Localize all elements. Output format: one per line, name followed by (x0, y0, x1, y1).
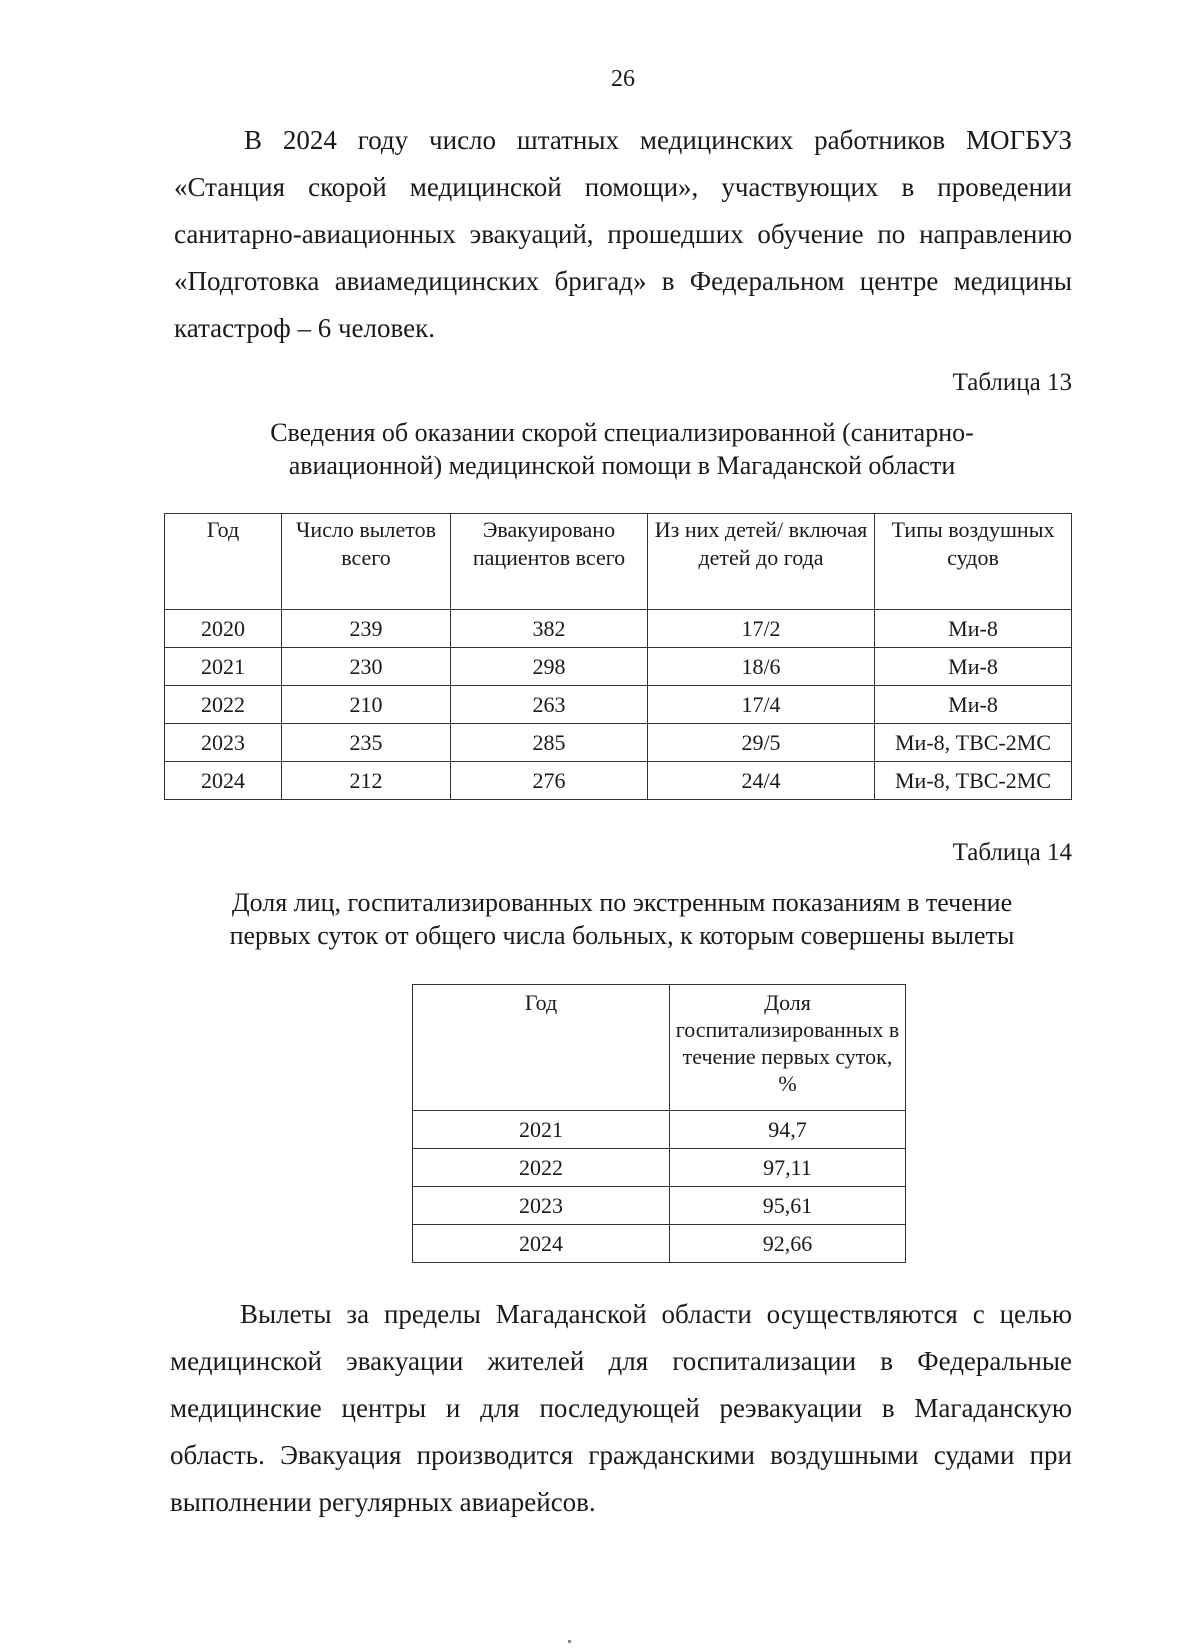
table-14-title (160, 886, 1084, 952)
table-cell: 29/5 (648, 724, 875, 762)
table-cell: 24/4 (648, 762, 875, 800)
table-14-header-row (413, 985, 906, 1111)
table-cell: 95,61 (670, 1187, 906, 1225)
table-14-header-share: Доля госпитализированных в течение первых суток, % (670, 985, 906, 1111)
table-14-hospitalization-share (412, 984, 906, 1263)
table-cell: Ми-8, ТВС-2МС (875, 724, 1072, 762)
table-cell: 2023 (413, 1187, 670, 1225)
table-14-title-line-2: первых суток от общего числа больных, к которым совершены вылеты (229, 921, 1015, 950)
table-cell: 2023 (165, 724, 282, 762)
table-cell: 210 (282, 686, 451, 724)
table-14-title-line-1: Доля лиц, госпитализированных по экстренным показаниям в течение (231, 888, 1013, 917)
table-cell: 2024 (165, 762, 282, 800)
table-cell: 97,11 (670, 1149, 906, 1187)
table-row (165, 762, 1072, 800)
table-cell: Ми-8, ТВС-2МС (875, 762, 1072, 800)
table-cell: 298 (451, 648, 648, 686)
table-13-title-line-2: авиационной) медицинской помощи в Магаданской области (288, 451, 956, 480)
table-cell: 235 (282, 724, 451, 762)
table-cell: 92,66 (670, 1225, 906, 1263)
table-13-header-flights: Число вылетов всего (282, 514, 451, 610)
table-13-header-row (165, 514, 1072, 610)
table-14-label: Таблица 14 (952, 839, 1072, 866)
table-cell: 2024 (413, 1225, 670, 1263)
paragraph-out-of-region-flights: Вылеты за пределы Магаданской области осуществляются с целью медицинской эвакуации жителей для госпитализации в Федеральные медицинские центры и для последующей реэвакуации в Магаданскую область. Эвакуация производится гражданскими воздушными судами при выполнении регулярных авиарейсов. (170, 1299, 1072, 1517)
table-cell: 239 (282, 610, 451, 648)
table-cell: Ми-8 (875, 648, 1072, 686)
table-cell: 94,7 (670, 1111, 906, 1149)
table-cell: 276 (451, 762, 648, 800)
table-13-header-aircraft: Типы воздушных судов (875, 514, 1072, 610)
table-13-air-ambulance (164, 513, 1072, 800)
table-row (165, 610, 1072, 648)
table-13-header-children: Из них детей/ включая детей до года (648, 514, 875, 610)
table-cell: 2020 (165, 610, 282, 648)
paragraph-staff-training: В 2024 году число штатных медицинских работников МОГБУЗ «Станция скорой медицинской помощи», участвующих в проведении санитарно-авиационных эвакуаций, прошедших обучение по направлению «Подготовка авиамедицинских бригад» в Федеральном центре медицины катастроф – 6 человек. (174, 125, 1072, 343)
table-row (165, 686, 1072, 724)
table-cell: 212 (282, 762, 451, 800)
page-number: 26 (611, 66, 635, 92)
table-cell: 17/2 (648, 610, 875, 648)
table-13-header-year: Год (165, 514, 282, 610)
table-cell: 17/4 (648, 686, 875, 724)
table-cell: Ми-8 (875, 610, 1072, 648)
table-13-title (170, 416, 1074, 482)
table-row (413, 1225, 906, 1263)
table-cell: 2022 (413, 1149, 670, 1187)
table-cell: 2022 (165, 686, 282, 724)
table-cell: 382 (451, 610, 648, 648)
table-row (413, 1111, 906, 1149)
scan-speck (568, 1640, 571, 1643)
table-cell: 18/6 (648, 648, 875, 686)
table-cell: 263 (451, 686, 648, 724)
table-row (165, 648, 1072, 686)
table-row (413, 1187, 906, 1225)
table-13-title-line-1: Сведения об оказании скорой специализированной (санитарно- (270, 418, 974, 447)
table-cell: 230 (282, 648, 451, 686)
table-cell: 2021 (413, 1111, 670, 1149)
table-cell: Ми-8 (875, 686, 1072, 724)
table-row (165, 724, 1072, 762)
table-row (413, 1149, 906, 1187)
table-cell: 285 (451, 724, 648, 762)
table-cell: 2021 (165, 648, 282, 686)
table-13-header-evacuated: Эвакуировано пациентов всего (451, 514, 648, 610)
table-13-label: Таблица 13 (952, 369, 1072, 396)
table-14-header-year: Год (413, 985, 670, 1111)
